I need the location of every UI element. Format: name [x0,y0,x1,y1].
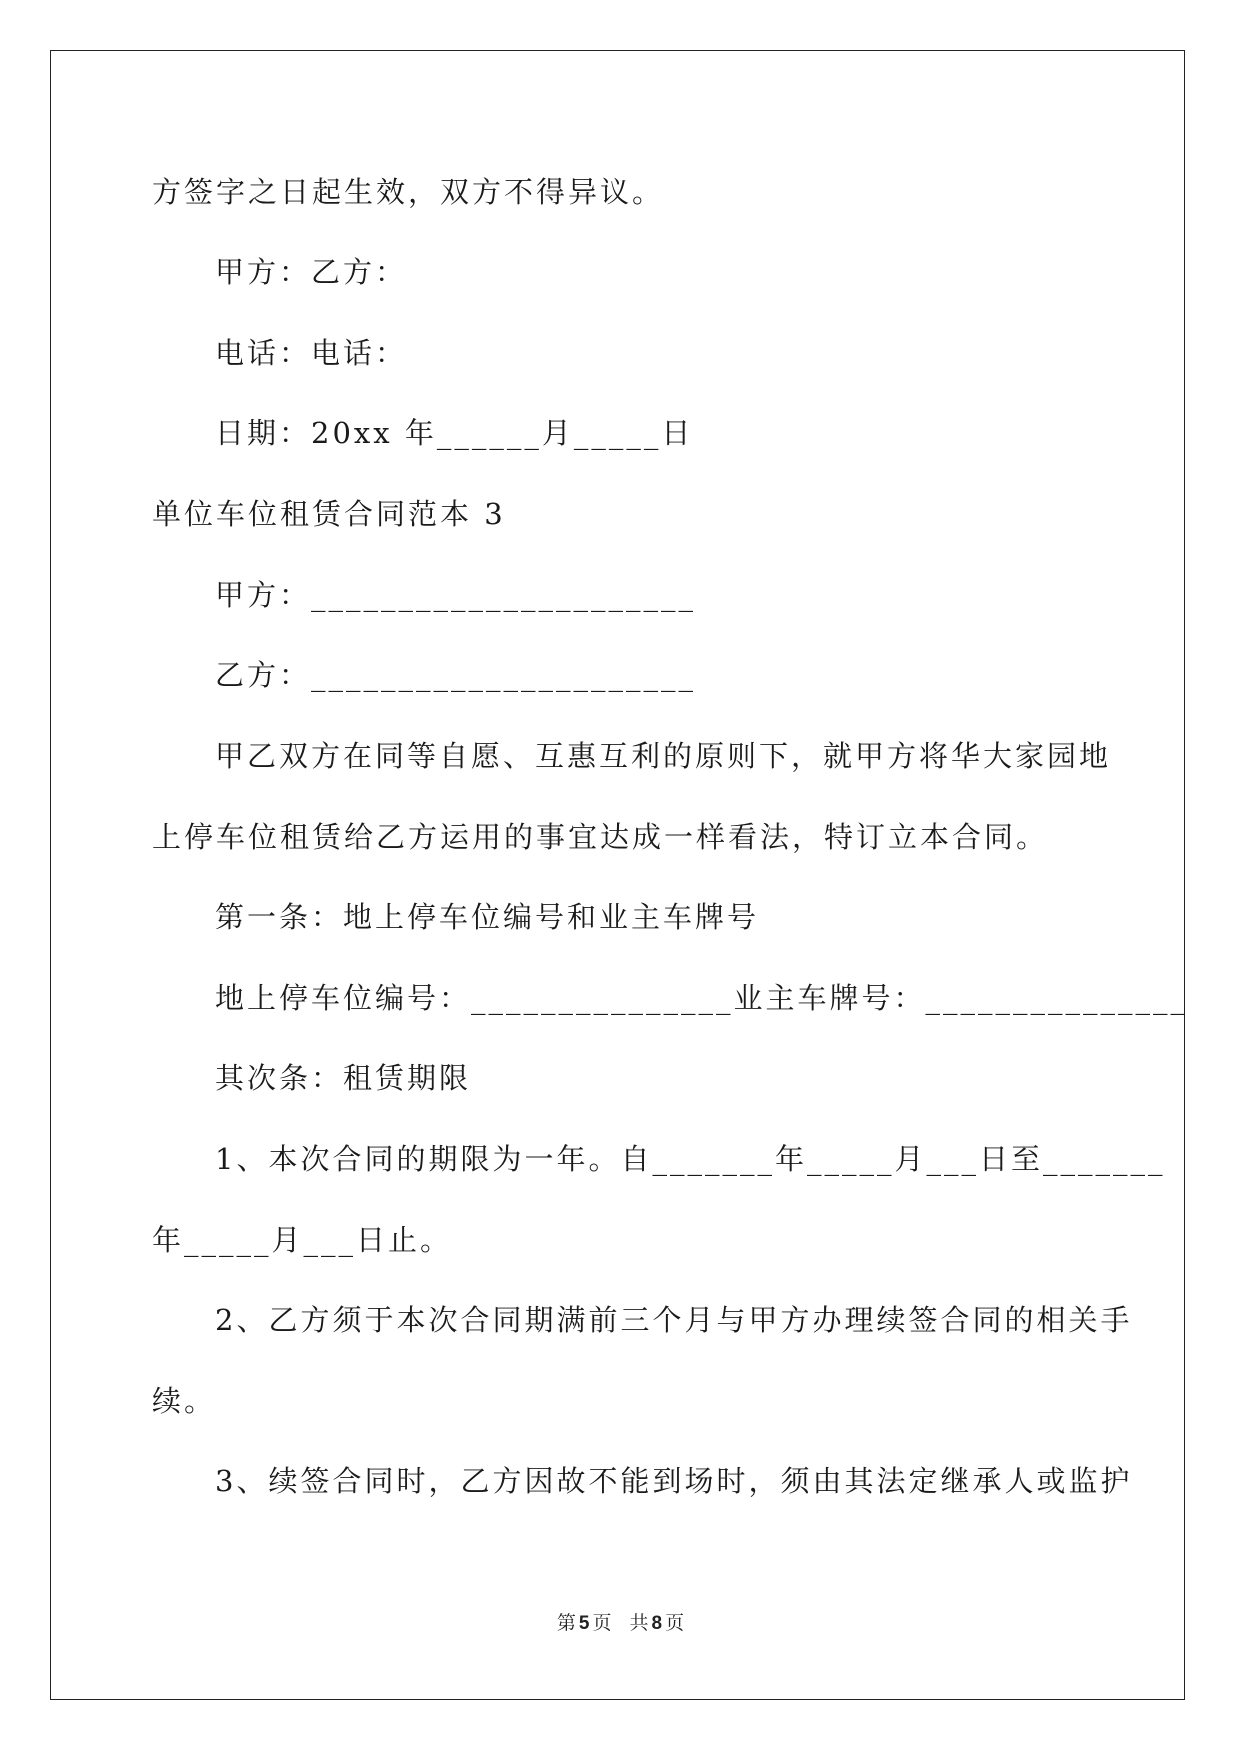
page-mid: 页 [592,1612,612,1634]
text-line-6: 甲方：______________________ [215,578,697,612]
text-line-7: 乙方：______________________ [215,658,697,692]
text-line-15: 2、乙方须于本次合同期满前三个月与甲方办理续签合同的相关手 [215,1303,1133,1337]
section-heading: 单位车位租赁合同范本 3 [152,497,506,531]
text-line-9: 上停车位租赁给乙方运用的事宜达成一样看法，特订立本合同。 [152,820,1049,854]
text-line-12: 其次条：租赁期限 [215,1061,472,1095]
current-page-number: 5 [578,1613,590,1634]
text-line-2: 甲方：乙方： [215,255,408,289]
total-page-number: 8 [651,1613,663,1634]
text-line-11: 地上停车位编号：_______________业主车牌号：_______________ [215,981,1189,1015]
text-line-17: 3、续签合同时，乙方因故不能到场时，须由其法定继承人或监护 [215,1464,1133,1498]
text-line-10: 第一条：地上停车位编号和业主车牌号 [215,900,760,934]
text-line-3: 电话：电话： [215,336,408,370]
text-line-16: 续。 [152,1384,217,1418]
text-line-4: 日期：20xx 年______月_____日 [215,416,694,450]
text-line-13: 1、本次合同的期限为一年。自_______年_____月___日至_______ [215,1142,1166,1176]
text-line-1: 方签字之日起生效，双方不得异议。 [152,175,665,209]
text-line-8: 甲乙双方在同等自愿、互惠互利的原则下，就甲方将华大家园地 [215,739,1112,773]
page-footer [0,1611,1241,1636]
total-prefix: 共 [629,1612,649,1634]
total-suffix: 页 [665,1612,685,1634]
text-line-14: 年_____月___日止。 [152,1223,453,1257]
page-prefix: 第 [556,1612,576,1634]
page-border [50,50,1185,1700]
